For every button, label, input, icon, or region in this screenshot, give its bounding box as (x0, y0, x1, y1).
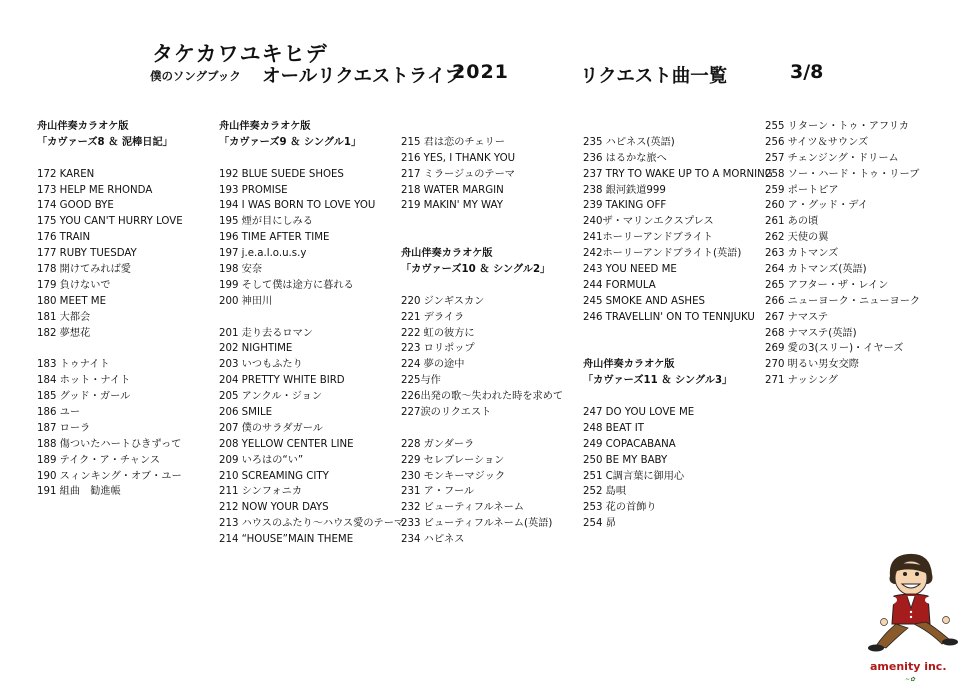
song-row: 247 DO YOU LOVE ME (583, 407, 695, 419)
song-row: 195 煙が目にしみる (219, 216, 313, 228)
section-heading: 舟山伴奏カラオケ版 (583, 359, 675, 371)
song-row: 240ザ・マリンエクスプレス (583, 216, 714, 228)
song-row: 173 HELP ME RHONDA (37, 184, 153, 196)
song-row: 199 そして僕は途方に暮れる (219, 279, 354, 291)
song-row: 202 NIGHTIME (219, 343, 293, 355)
blank-row (401, 214, 581, 230)
song-row: 269 愛の3(スリー)・イヤーズ (765, 343, 904, 355)
song-row: 192 BLUE SUEDE SHOES (219, 168, 344, 180)
album-title: 「カヴァーズ10 ＆ シングル2」 (401, 264, 551, 276)
blank-row (401, 119, 581, 135)
song-row: 211 シンフォニカ (219, 486, 303, 498)
song-row: 200 神田川 (219, 295, 273, 307)
song-row: 238 銀河鉄道999 (583, 184, 666, 196)
song-row: 212 NOW YOUR DAYS (219, 502, 329, 514)
song-row: 197 j.e.a.l.o.u.s.y (219, 248, 307, 260)
song-row: 239 TAKING OFF (583, 200, 667, 212)
song-row: 260 ア・グッド・デイ (765, 200, 868, 212)
song-row: 176 TRAIN (37, 232, 91, 244)
song-row: 183 トゥナイト (37, 359, 110, 371)
song-row: 258 ソー・ハード・トゥ・リーブ (765, 168, 920, 180)
live-year: 2021 (452, 61, 509, 83)
song-column-2 (219, 119, 405, 548)
song-row: 198 安奈 (219, 264, 263, 276)
song-row: 265 アフター・ザ・レイン (765, 279, 889, 291)
song-row: 184 ホット・ナイト (37, 375, 131, 387)
song-row: 244 FORMULA (583, 279, 656, 291)
song-row: 188 傷ついたハートひきずって (37, 438, 182, 450)
song-row: 248 BEAT IT (583, 422, 644, 434)
song-row: 241ホーリーアンドブライト (583, 232, 713, 244)
blank-row (219, 151, 399, 167)
song-row: 226出発の歌〜失われた時を求めて (401, 391, 564, 403)
song-row: 220 ジンギスカン (401, 295, 485, 307)
song-row: 205 アンクル・ジョン (219, 391, 323, 403)
song-row: 189 テイク・ア・チャンス (37, 454, 161, 466)
song-row: 230 モンキーマジック (401, 470, 506, 482)
section-heading: 舟山伴奏カラオケ版 (37, 121, 129, 132)
blank-row (401, 278, 581, 294)
song-row: 249 COPACABANA (583, 438, 676, 450)
song-row: 207 僕のサラダガール (219, 422, 323, 434)
song-row: 204 PRETTY WHITE BIRD (219, 375, 345, 387)
song-row: 201 走り去るロマン (219, 327, 313, 339)
song-row: 185 グッド・ガール (37, 391, 131, 403)
song-column-4 (583, 119, 773, 532)
song-row: 246 TRAVELLIN' ON TO TENNJUKU (583, 311, 755, 323)
song-row: 215 君は恋のチェリー (401, 136, 505, 148)
song-row: 206 SMILE (219, 407, 273, 419)
album-title: 「カヴァーズ11 ＆ シングル3」 (583, 375, 733, 387)
song-row: 266 ニューヨーク・ニューヨーク (765, 295, 921, 307)
song-row: 219 MAKIN' MY WAY (401, 200, 503, 212)
page-number: 3/8 (790, 61, 824, 83)
blank-row (37, 341, 217, 357)
song-row: 193 PROMISE (219, 184, 288, 196)
song-row: 218 WATER MARGIN (401, 184, 504, 196)
songbook-subtitle: 僕のソングブック (150, 69, 241, 83)
blank-row (37, 151, 217, 167)
blank-row (583, 341, 763, 357)
song-row: 250 BE MY BABY (583, 454, 668, 466)
song-row: 257 チェンジング・ドリーム (765, 152, 899, 164)
song-row: 242ホーリーアンドブライト(英語) (583, 248, 742, 260)
song-row: 245 SMOKE AND ASHES (583, 295, 705, 307)
song-row: 228 ガンダーラ (401, 438, 475, 450)
song-row: 243 YOU NEED ME (583, 264, 677, 276)
blank-row (583, 326, 763, 342)
song-row: 191 組曲 勧進帳 (37, 486, 121, 498)
blank-row (583, 119, 763, 135)
cartoon-mascot-illustration (862, 548, 962, 658)
song-row: 209 いろはの“い” (219, 454, 304, 466)
blank-row (401, 230, 581, 246)
blank-row (401, 421, 581, 437)
song-row: 233 ビューティフルネーム(英語) (401, 518, 553, 530)
song-row: 178 開けてみれば愛 (37, 264, 131, 276)
song-row: 222 虹の彼方に (401, 327, 475, 339)
song-row: 263 カトマンズ (765, 248, 839, 260)
song-row: 252 島唄 (583, 486, 627, 498)
song-row: 180 MEET ME (37, 295, 107, 307)
song-row: 259 ポートピア (765, 184, 839, 196)
signature-mark: ~✿ (905, 676, 916, 683)
song-row: 234 ハピネス (401, 534, 465, 546)
song-row: 216 YES, I THANK YOU (401, 152, 516, 164)
song-row: 262 天使の翼 (765, 232, 829, 244)
song-column-5 (765, 119, 945, 389)
song-row: 271 ナッシング (765, 375, 838, 387)
song-row: 190 スィンキング・オブ・ユー (37, 470, 182, 482)
song-row: 225与作 (401, 375, 441, 387)
song-row: 268 ナマステ(英語) (765, 327, 857, 339)
blank-row (583, 389, 763, 405)
song-row: 208 YELLOW CENTER LINE (219, 438, 354, 450)
song-row: 182 夢想花 (37, 327, 91, 339)
song-row: 172 KAREN (37, 168, 95, 180)
song-row: 232 ビューティフルネーム (401, 502, 525, 514)
section-heading: 舟山伴奏カラオケ版 (401, 248, 493, 260)
song-row: 223 ロリポップ (401, 343, 475, 355)
request-list-label: リクエスト曲一覧 (580, 66, 728, 87)
song-row: 179 負けないで (37, 279, 111, 291)
song-row: 186 ユー (37, 407, 81, 419)
song-row: 254 昴 (583, 518, 616, 530)
section-heading: 舟山伴奏カラオケ版 (219, 121, 311, 132)
song-row: 224 夢の途中 (401, 359, 465, 371)
song-row: 236 はるかな旅へ (583, 152, 667, 164)
song-row: 210 SCREAMING CITY (219, 470, 329, 482)
song-row: 255 リターン・トゥ・アフリカ (765, 121, 909, 132)
song-row: 256 サイツ＆サウンズ (765, 136, 869, 148)
song-column-3 (401, 119, 581, 548)
brand-logo-text: amenity inc. (870, 660, 947, 673)
song-row: 213 ハウスのふたり〜ハウス愛のテーマ (219, 518, 405, 530)
song-row: 237 TRY TO WAKE UP TO A MORNING (583, 168, 773, 180)
song-row: 175 YOU CAN'T HURRY LOVE (37, 216, 183, 228)
song-row: 187 ローラ (37, 422, 91, 434)
song-row: 267 ナマステ (765, 311, 829, 323)
song-row: 261 あの頃 (765, 216, 819, 228)
song-row: 196 TIME AFTER TIME (219, 232, 330, 244)
song-row: 174 GOOD BYE (37, 200, 114, 212)
song-row: 217 ミラージュのテーマ (401, 168, 515, 180)
song-row: 253 花の首飾り (583, 502, 657, 514)
live-title: オールリクエストライブ (262, 66, 464, 87)
song-row: 231 ア・フール (401, 486, 475, 498)
album-title: 「カヴァーズ9 ＆ シングル1」 (219, 136, 362, 148)
song-row: 177 RUBY TUESDAY (37, 248, 137, 260)
song-row: 251 C調言葉に御用心 (583, 470, 685, 482)
artist-name: タケカワユキヒデ (152, 42, 328, 66)
song-row: 194 I WAS BORN TO LOVE YOU (219, 200, 376, 212)
song-row: 227涙のリクエスト (401, 407, 492, 419)
song-row: 181 大都会 (37, 311, 91, 323)
song-column-1 (37, 119, 217, 500)
song-row: 203 いつもふたり (219, 359, 303, 371)
song-row: 221 デライラ (401, 311, 465, 323)
album-title: 「カヴァーズ8 ＆ 泥棒日記」 (37, 136, 173, 148)
song-row: 214 “HOUSE”MAIN THEME (219, 534, 354, 546)
song-row: 229 セレブレーション (401, 454, 505, 466)
song-row: 270 明るい男女交際 (765, 359, 859, 371)
song-row: 264 カトマンズ(英語) (765, 264, 867, 276)
blank-row (219, 310, 399, 326)
song-row: 235 ハピネス(英語) (583, 136, 675, 148)
